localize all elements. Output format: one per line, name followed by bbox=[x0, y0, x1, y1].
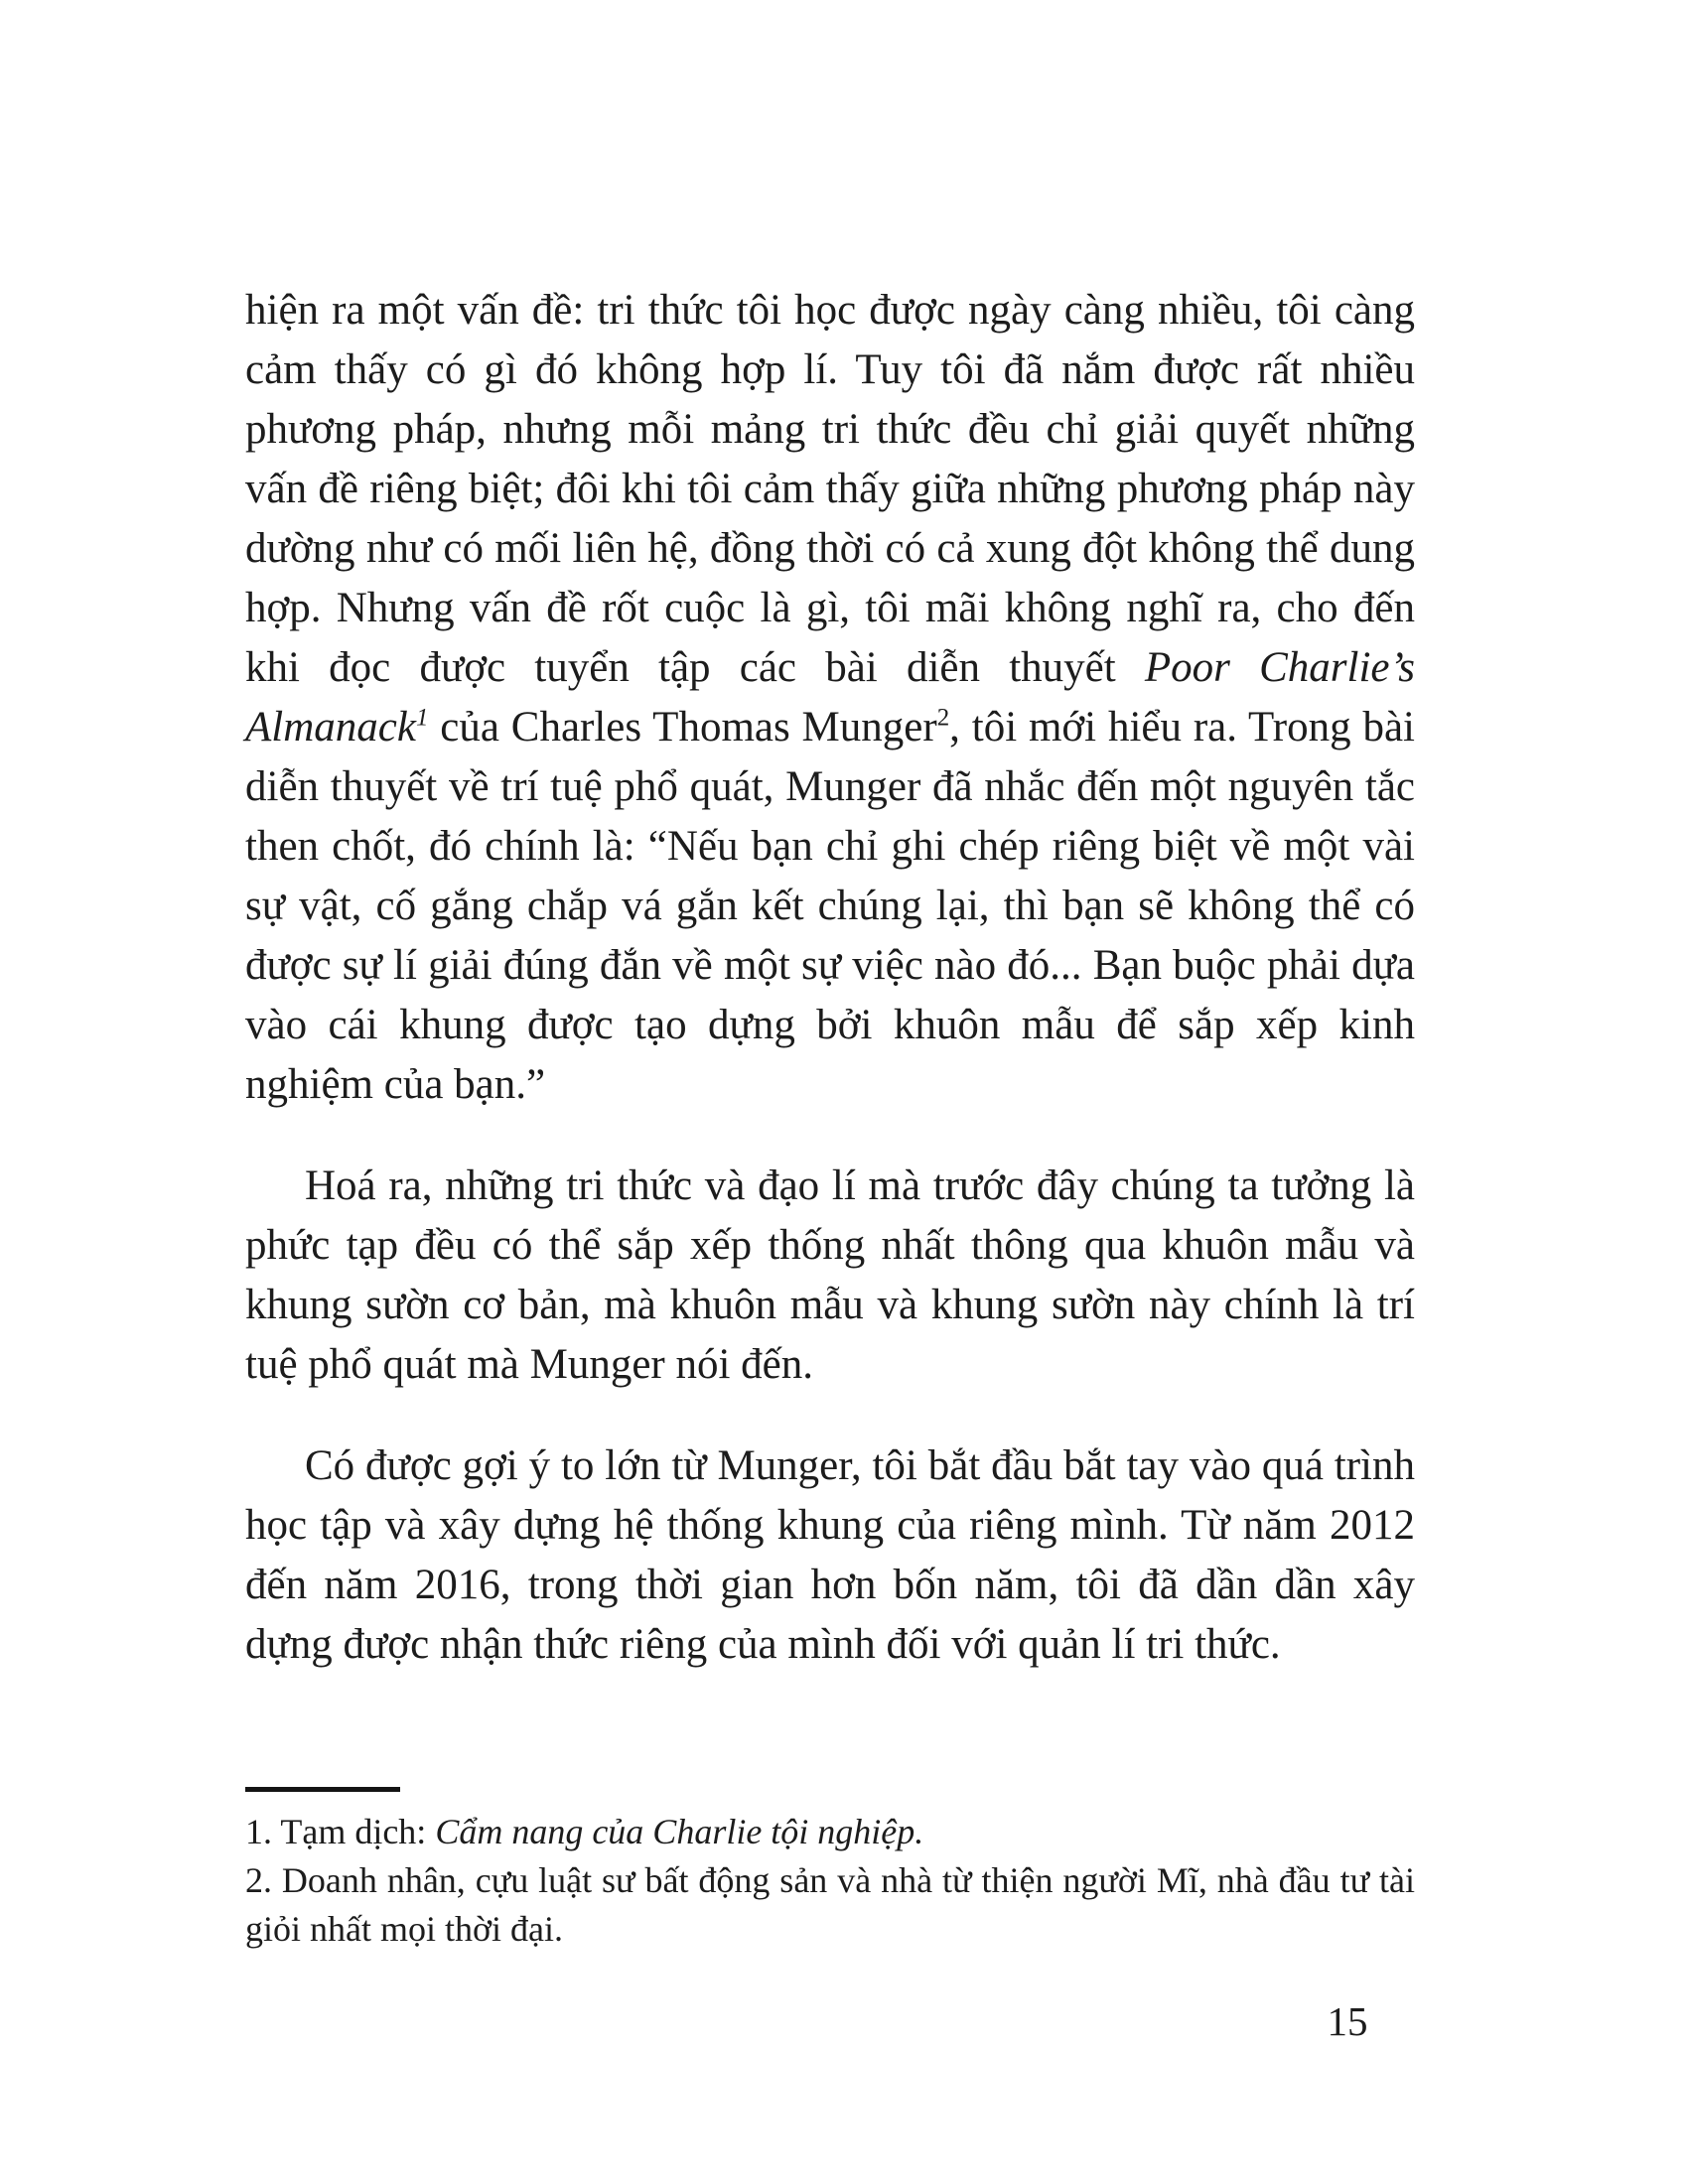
text-segment: Poor Charlie’s Almanack bbox=[245, 644, 1416, 751]
footnote-section bbox=[245, 1787, 1415, 1954]
footnote-1 bbox=[245, 1808, 1415, 1856]
text-segment: của Charles Thomas Munger bbox=[428, 704, 937, 751]
text-segment: Cẩm nang của Charlie tội nghiệp. bbox=[435, 1812, 924, 1851]
paragraph-1 bbox=[245, 281, 1415, 1115]
page-body bbox=[245, 281, 1415, 1675]
paragraph-3 bbox=[245, 1436, 1415, 1675]
text-segment: Có được gợi ý to lớn từ Munger, tôi bắt đầu bắt tay vào quá trình học tập và xây dựng hệ thống khung của riêng mình. Từ năm 2012 đến năm 2016, trong thời gian hơn bốn năm, tôi đã dần dần xây dựng được nhận thức riêng của mình đối với quản lí tri thức. bbox=[245, 1442, 1415, 1668]
paragraph-2 bbox=[245, 1157, 1415, 1395]
text-segment: Hoá ra, những tri thức và đạo lí mà trước đây chúng ta tưởng là phức tạp đều có thể sắp xếp thống nhất thông qua khuôn mẫu và khung sườn cơ bản, mà khuôn mẫu và khung sườn này chính là trí tuệ phổ quát mà Munger nói đến. bbox=[245, 1162, 1415, 1388]
text-segment: 1 bbox=[415, 704, 429, 732]
text-segment: hiện ra một vấn đề: tri thức tôi học được ngày càng nhiều, tôi càng cảm thấy có gì đó không hợp lí. Tuy tôi đã nắm được rất nhiều phương pháp, nhưng mỗi mảng tri thức đều chỉ giải quyết những vấn đề riêng biệt; đôi khi tôi cảm thấy giữa những phương pháp này dường như có mối liên hệ, đồng thời có cả xung đột không thể dung hợp. Nhưng vấn đề rốt cuộc là gì, tôi mãi không nghĩ ra, cho đến khi đọc được tuyển tập các bài diễn thuyết bbox=[245, 287, 1415, 691]
footnote-separator bbox=[245, 1787, 400, 1792]
text-segment: , tôi mới hiểu ra. Trong bài diễn thuyết về trí tuệ phổ quát, Munger đã nhắc đến một nguyên tắc then chốt, đó chính là: “Nếu bạn chỉ ghi chép riêng biệt về một vài sự vật, cố gắng chắp vá gắn kết chúng lại, thì bạn sẽ không thể có được sự lí giải đúng đắn về một sự việc nào đó... Bạn buộc phải dựa vào cái khung được tạo dựng bởi khuôn mẫu để sắp xếp kinh nghiệm của bạn.” bbox=[245, 704, 1415, 1108]
footnote-2 bbox=[245, 1856, 1415, 1954]
text-segment: 1. Tạm dịch: bbox=[245, 1812, 436, 1851]
text-segment: 2 bbox=[936, 704, 950, 732]
page-number: 15 bbox=[1327, 1998, 1368, 2044]
text-segment: 2. Doanh nhân, cựu luật sư bất động sản và nhà từ thiện người Mĩ, nhà đầu tư tài giỏi nhất mọi thời đại. bbox=[245, 1860, 1415, 1949]
